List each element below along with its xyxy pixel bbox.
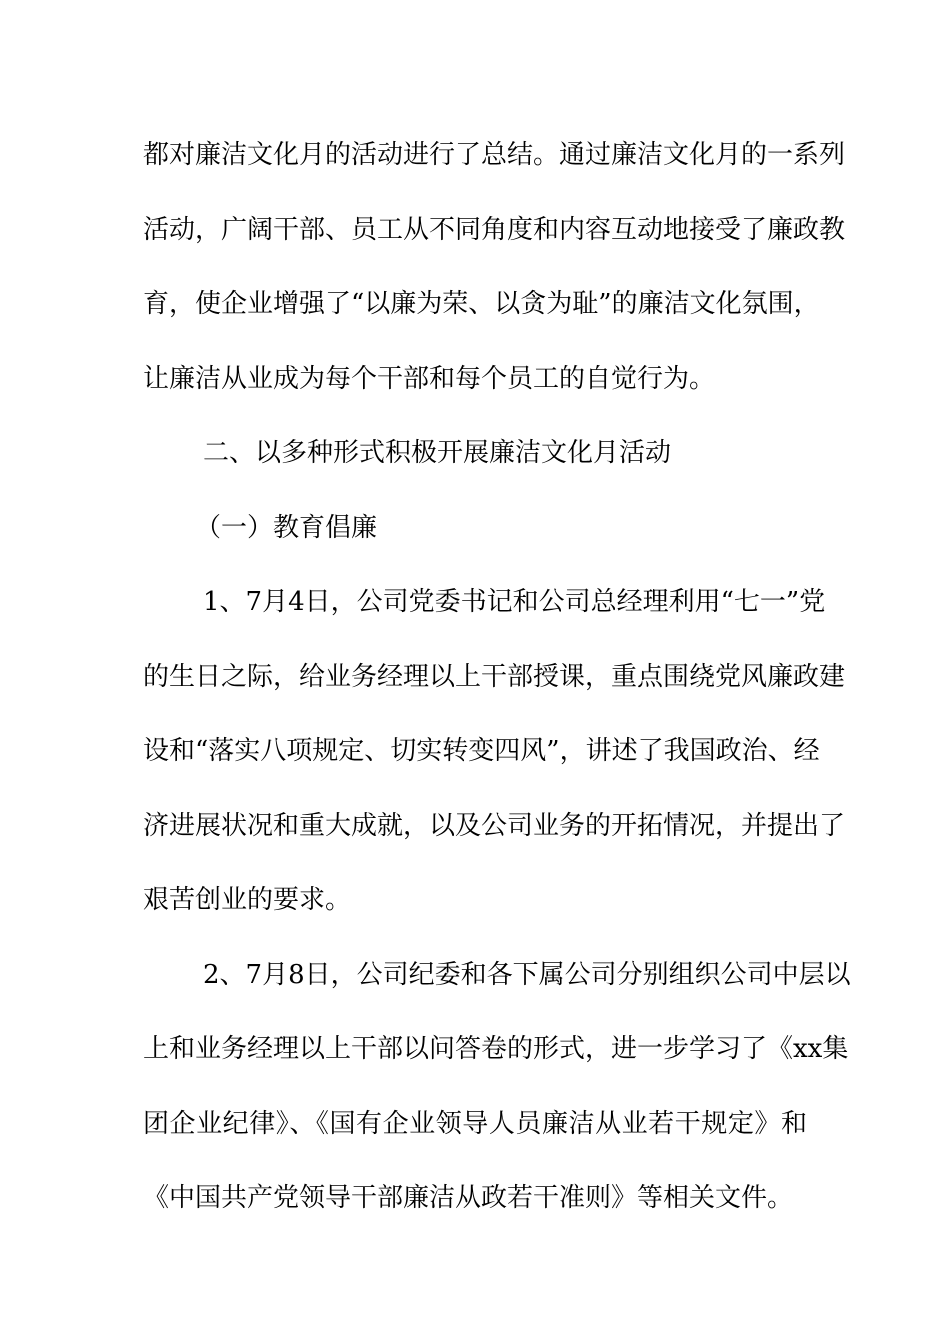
paragraph-line: 活动，广阔干部、员工从不同角度和内容互动地接受了廉政教 (143, 214, 846, 245)
section-heading: 二、以多种形式积极开展廉洁文化月活动 (203, 438, 672, 468)
paragraph-line: 《中国共产党领导干部廉洁从政若干准则》等相关文件。 (143, 1183, 794, 1213)
paragraph-line: 的生日之际，给业务经理以上干部授课，重点围绕党风廉政建 (143, 661, 846, 692)
document-body (143, 128, 851, 1246)
paragraph-line: 艰苦创业的要求。 (143, 885, 352, 915)
paragraph-line: 1、7月4日，公司党委书记和公司总经理利用“七一”党 (203, 587, 826, 617)
paragraph-line: 济进展状况和重大成就，以及公司业务的开拓情况，并提出了 (143, 810, 846, 841)
paragraph-line: 2、7月8日，公司纪委和各下属公司分别组织公司中层以 (203, 959, 851, 990)
paragraph-line: 设和“落实八项规定、切实转变四风”，讲述了我国政治、经 (143, 736, 820, 766)
paragraph-line: 上和业务经理以上干部以问答卷的形式，进一步学习了《xx集 (143, 1034, 849, 1064)
subsection-heading: （一）教育倡廉 (195, 512, 378, 543)
paragraph-line: 育，使企业增强了“以廉为荣、以贪为耻”的廉洁文化氛围， (143, 289, 820, 319)
paragraph-line: 都对廉洁文化月的活动进行了总结。通过廉洁文化月的一系列 (143, 140, 846, 170)
paragraph-line: 让廉洁从业成为每个干部和每个员工的自觉行为。 (143, 363, 716, 394)
paragraph-line: 团企业纪律》、《国有企业领导人员廉洁从业若干规定》和 (143, 1108, 807, 1139)
